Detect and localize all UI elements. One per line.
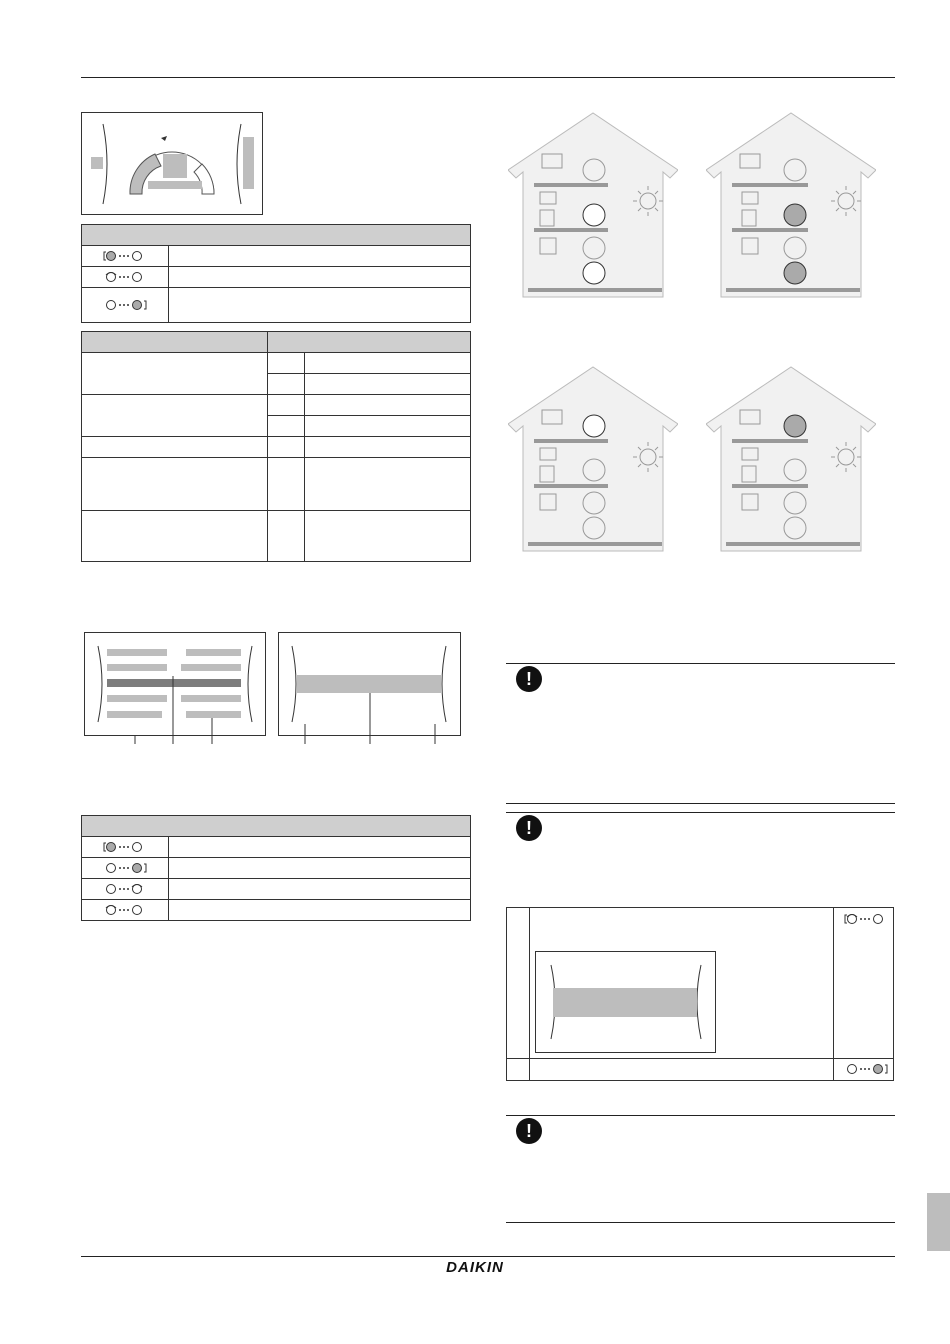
notice-2-top-rule bbox=[506, 812, 895, 813]
house-screen-4 bbox=[706, 366, 876, 556]
section-tab bbox=[927, 1193, 950, 1251]
table-header bbox=[82, 225, 471, 246]
setting-screen bbox=[278, 632, 462, 744]
house-screen-3 bbox=[508, 366, 678, 556]
notice-1-bottom-rule bbox=[506, 803, 895, 804]
notice-3-bottom-rule bbox=[506, 1222, 895, 1223]
left-dial-press-icon bbox=[82, 246, 168, 266]
right-dial-press-icon bbox=[82, 288, 168, 322]
left-dial-press-icon bbox=[82, 837, 168, 857]
header-rule bbox=[81, 77, 895, 78]
right-dial-turn-icon bbox=[82, 879, 168, 899]
controls-table-bottom bbox=[81, 815, 471, 921]
features-table bbox=[81, 331, 471, 562]
menu-list-screen bbox=[84, 632, 266, 744]
step-table bbox=[506, 907, 894, 1081]
exclamation-icon: ! bbox=[516, 666, 542, 692]
daikin-logo: DAIKIN bbox=[446, 1259, 504, 1276]
left-dial-turn-icon bbox=[82, 900, 168, 920]
controls-table-top bbox=[81, 224, 471, 323]
left-dial-press-turn-icon bbox=[844, 913, 888, 925]
value-setting-screen bbox=[535, 951, 717, 1054]
notice-1-top-rule bbox=[506, 663, 895, 664]
exclamation-icon: ! bbox=[516, 815, 542, 841]
house-screen-1 bbox=[508, 112, 678, 302]
right-dial-press-icon bbox=[82, 858, 168, 878]
right-dial-press-icon bbox=[844, 1063, 888, 1075]
house-screen-2 bbox=[706, 112, 876, 302]
exclamation-icon: ! bbox=[516, 1118, 542, 1144]
notice-3-top-rule bbox=[506, 1115, 895, 1116]
home-screen-illustration bbox=[81, 112, 263, 215]
footer-rule bbox=[81, 1256, 895, 1257]
left-dial-turn-icon bbox=[82, 267, 168, 287]
